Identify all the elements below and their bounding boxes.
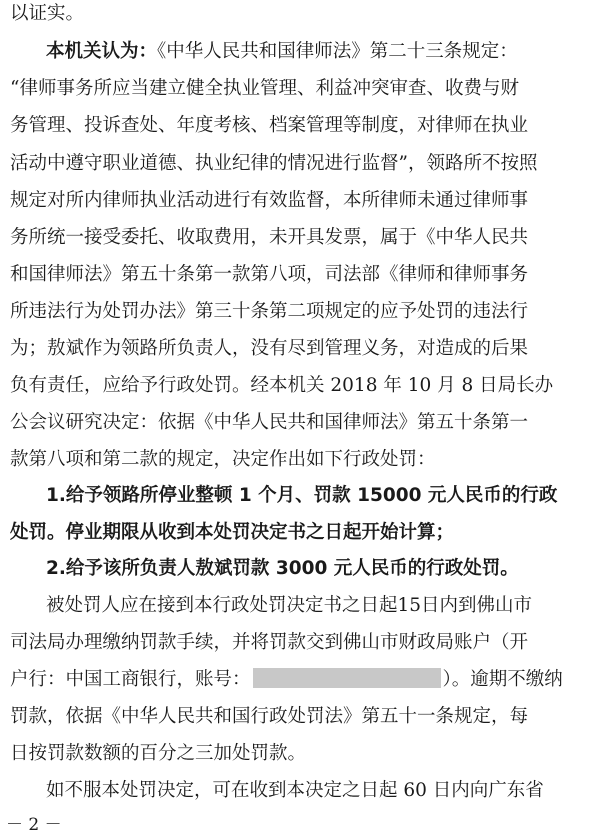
text-line: 罚款，依据《中华人民共和国行政处罚法》第五十一条规定，每 (10, 706, 529, 727)
text-line: 负有责任，应给予行政处罚。经本机关 2018 年 10 月 8 日局长办 (10, 375, 554, 396)
decision-item-1-cont: 处罚。停业期限从收到本处罚决定书之日起开始计算； (10, 522, 455, 543)
text-line: 司法局办理缴纳罚款手续，并将罚款交到佛山市财政局账户（开 (10, 632, 529, 653)
text-line: 日按罚款数额的百分之三加处罚款。 (10, 743, 307, 764)
text-line: 户行：中国工商银行，账号： ）。逾期不缴纳 (10, 669, 563, 690)
text-line: 所违法行为处罚办法》第三十条第二项规定的应予处罚的违法行 (10, 301, 529, 322)
text-line: 务所统一接受委托、收取费用，未开具发票，属于《中华人民共 (10, 227, 529, 248)
bold-heading: 本机关认为： (46, 41, 158, 62)
text-line: 活动中遵守职业道德、执业纪律的情况进行监督”，领路所不按照 (10, 153, 538, 174)
decision-item-1: 1.给予领路所停业整顿 1 个月、罚款 15000 元人民币的行政 (46, 485, 558, 506)
text-line: 本机关认为：《中华人民共和国律师法》第二十三条规定： (46, 41, 518, 62)
text-line: 务管理、投诉查处、年度考核、档案管理等制度，对律师在执业 (10, 115, 529, 136)
text-line: 款第八项和第二款的规定，决定作出如下行政处罚： (10, 449, 436, 470)
text-line: “律师事务所应当建立健全执业管理、利益冲突审查、收费与财 (10, 78, 519, 99)
text-line: 公会议研究决定：依据《中华人民共和国律师法》第五十条第一 (10, 412, 529, 433)
text-line: 被处罚人应在接到本行政处罚决定书之日起15日内到佛山市 (46, 595, 533, 616)
text-line: 以证实。 (10, 3, 85, 24)
text-line: 规定对所内律师执业活动进行有效监督，本所律师未通过律师事 (10, 190, 529, 211)
text-line: 为；敖斌作为领路所负责人，没有尽到管理义务，对造成的后果 (10, 338, 529, 359)
page-number: － 2 － (6, 815, 62, 835)
redacted-account-number (253, 668, 441, 688)
text-line: 和国律师法》第五十条第一款第八项，司法部《律师和律师事务 (10, 264, 529, 285)
text-line: 如不服本处罚决定，可在收到本决定之日起 60 日内向广东省 (46, 780, 544, 801)
decision-item-2: 2.给予该所负责人敖斌罚款 3000 元人民币的行政处罚。 (46, 558, 519, 579)
